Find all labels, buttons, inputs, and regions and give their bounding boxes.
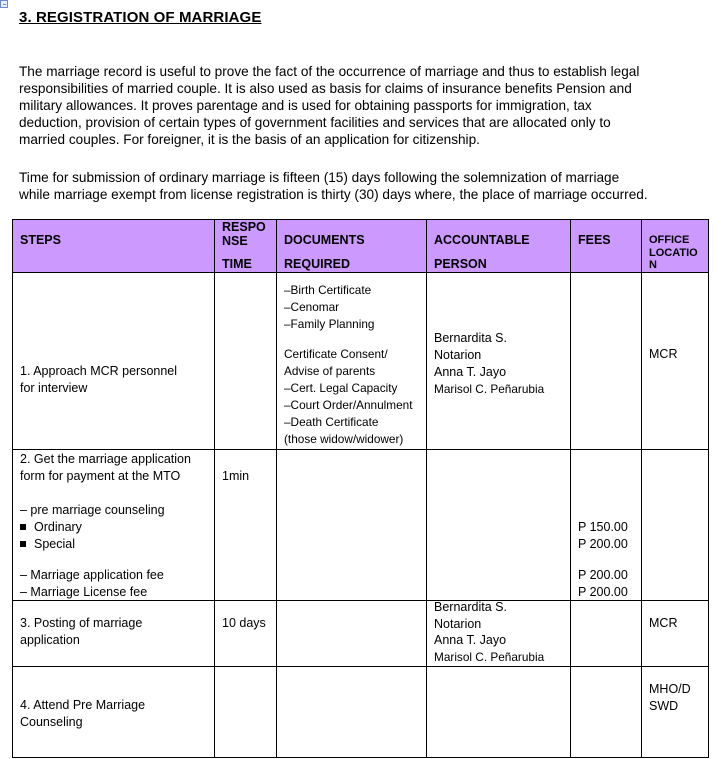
header-response-label: RESPO NSE bbox=[222, 220, 266, 248]
table-row bbox=[13, 450, 709, 601]
accountable-cell bbox=[427, 667, 571, 758]
paragraph-line: married couples. For foreigner, it is the basis of an application for citizenship. bbox=[19, 132, 480, 147]
accountable-cell bbox=[427, 273, 571, 450]
documents-cell bbox=[277, 601, 427, 667]
paragraph-line: Time for submission of ordinary marriage is fifteen (15) days following the solemnization of marriage bbox=[19, 170, 620, 185]
fee-amount: P 200.00 bbox=[578, 585, 628, 599]
fee-amount: P 200.00 bbox=[578, 537, 628, 551]
fees-cell bbox=[571, 667, 642, 758]
header-office-location bbox=[642, 220, 709, 273]
bullet-item: Ordinary bbox=[20, 519, 82, 536]
person-name: Notarion bbox=[434, 348, 482, 362]
header-person-label: PERSON bbox=[434, 257, 487, 271]
step-text: – pre marriage counseling bbox=[20, 503, 165, 517]
anchor-icon bbox=[0, 0, 8, 8]
table-row bbox=[13, 667, 709, 758]
paragraph-line: The marriage record is useful to prove the fact of the occurrence of marriage and thus to establish legal bbox=[19, 64, 640, 79]
office-cell bbox=[642, 601, 709, 667]
bullet-icon bbox=[20, 524, 26, 530]
header-accountable bbox=[427, 220, 571, 273]
person-name: Anna T. Jayo bbox=[434, 365, 507, 379]
time-cell bbox=[215, 601, 277, 667]
bullet-icon bbox=[20, 541, 26, 547]
person-name: Anna T. Jayo bbox=[434, 633, 507, 647]
documents-cell bbox=[277, 273, 427, 450]
person-name: Bernardita S. bbox=[434, 331, 507, 345]
document-item: (those widow/widower) bbox=[284, 432, 404, 446]
office-text: MHO/D bbox=[649, 682, 691, 696]
header-steps-label: STEPS bbox=[20, 233, 61, 247]
fee-amount: P 150.00 bbox=[578, 520, 628, 534]
person-name: Bernardita S. bbox=[434, 600, 507, 614]
step-cell bbox=[13, 601, 215, 667]
step-cell bbox=[13, 273, 215, 450]
document-item: Advise of parents bbox=[284, 364, 376, 378]
step-text: for interview bbox=[20, 381, 88, 395]
header-office-label: OFFICE LOCATIO N bbox=[649, 234, 698, 271]
step-text: 4. Attend Pre Marriage bbox=[20, 698, 146, 712]
intro-paragraph bbox=[19, 63, 709, 148]
header-documents bbox=[277, 220, 427, 273]
step-text: – Marriage application fee bbox=[20, 568, 164, 582]
steps-table bbox=[12, 219, 709, 758]
fees-cell bbox=[571, 601, 642, 667]
time-cell bbox=[215, 667, 277, 758]
office-cell bbox=[642, 667, 709, 758]
table-row bbox=[13, 273, 709, 450]
document-item: –Family Planning bbox=[284, 317, 375, 331]
office-cell bbox=[642, 273, 709, 450]
paragraph-line: deduction, provision of certain types of government facilities and services that are allocated only to bbox=[19, 115, 611, 130]
header-required-label: REQUIRED bbox=[284, 257, 350, 271]
table-header-row bbox=[13, 220, 709, 273]
header-documents-label: DOCUMENTS bbox=[284, 233, 365, 247]
step-text: form for payment at the MTO bbox=[20, 469, 181, 483]
step-text: 1. Approach MCR personnel bbox=[20, 364, 178, 378]
fees-cell bbox=[571, 450, 642, 601]
time-cell bbox=[215, 273, 277, 450]
step-text: 3. Posting of marriage bbox=[20, 616, 143, 630]
time-cell bbox=[215, 450, 277, 601]
header-response-time bbox=[215, 220, 277, 273]
time-text: 1min bbox=[222, 469, 250, 483]
document-item: –Death Certificate bbox=[284, 415, 379, 429]
header-steps bbox=[13, 220, 215, 273]
documents-cell bbox=[277, 667, 427, 758]
header-fees bbox=[571, 220, 642, 273]
paragraph-line: military allowances. It proves parentage and is used for obtaining passports for immigration, tax bbox=[19, 98, 592, 113]
fees-cell bbox=[571, 273, 642, 450]
office-text: SWD bbox=[649, 699, 679, 713]
accountable-cell bbox=[427, 450, 571, 601]
document-item: –Court Order/Annulment bbox=[284, 398, 413, 412]
section-title: 3. REGISTRATION OF MARRIAGE bbox=[19, 9, 262, 26]
office-text: MCR bbox=[649, 616, 678, 630]
step-text: 2. Get the marriage application bbox=[20, 452, 191, 466]
header-time-label: TIME bbox=[222, 257, 252, 271]
header-fees-label: FEES bbox=[578, 233, 611, 247]
person-name: Marisol C. Peñarubia bbox=[434, 382, 545, 396]
time-text: 10 days bbox=[222, 616, 266, 630]
person-name: Marisol C. Peñarubia bbox=[434, 650, 545, 664]
document-item: –Cenomar bbox=[284, 300, 340, 314]
document-item: –Cert. Legal Capacity bbox=[284, 381, 398, 395]
fee-amount: P 200.00 bbox=[578, 568, 628, 582]
bullet-item: Special bbox=[20, 536, 75, 553]
office-text: MCR bbox=[649, 347, 678, 361]
office-cell bbox=[642, 450, 709, 601]
submission-paragraph bbox=[19, 169, 709, 203]
step-cell bbox=[13, 450, 215, 601]
documents-cell bbox=[277, 450, 427, 601]
step-text: – Marriage License fee bbox=[20, 585, 148, 599]
accountable-cell bbox=[427, 601, 571, 667]
paragraph-line: while marriage exempt from license registration is thirty (30) days where, the place of marriage occurred. bbox=[19, 187, 648, 202]
step-text: Counseling bbox=[20, 715, 83, 729]
header-accountable-label: ACCOUNTABLE bbox=[434, 233, 530, 247]
document-item: –Birth Certificate bbox=[284, 283, 372, 297]
person-name: Notarion bbox=[434, 617, 482, 631]
table-row bbox=[13, 601, 709, 667]
step-text: application bbox=[20, 633, 80, 647]
document-item: Certificate Consent/ bbox=[284, 347, 388, 361]
paragraph-line: responsibilities of married couple. It is also used as basis for claims of insurance benefits Pension and bbox=[19, 81, 632, 96]
step-cell bbox=[13, 667, 215, 758]
